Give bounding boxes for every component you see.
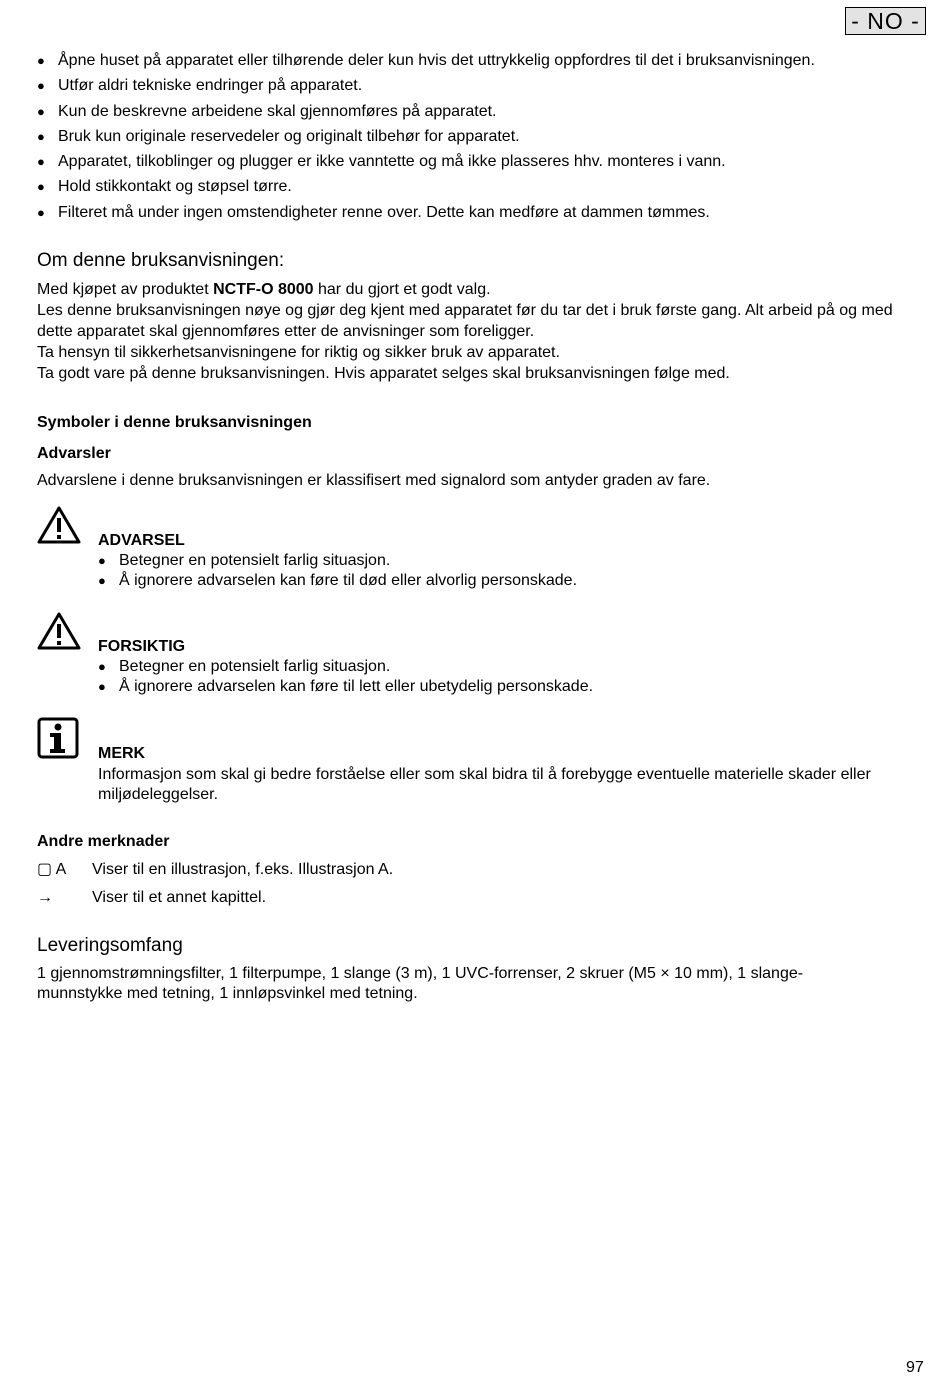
list-item: ● Bruk kun originale reservedeler og originalt tilbehør for apparatet. [37, 127, 520, 145]
illustration-reference-icon: ▢ A [37, 861, 67, 878]
warnings-heading: Advarsler [37, 445, 111, 462]
notice-title: MERK [98, 745, 146, 762]
about-line-3: Ta hensyn til sikkerhetsanvisningene for riktig og sikker bruk av apparatet. [37, 344, 560, 361]
list-item: ● Betegner en potensielt farlig situasjon. [98, 658, 391, 675]
language-badge: - NO - [845, 7, 926, 35]
info-icon [37, 717, 79, 765]
warning-triangle-icon [37, 505, 81, 551]
delivery-heading: Leveringsomfang [37, 935, 183, 956]
list-item: ● Å ignorere advarselen kan føre til lett eller ubetydelig personskade. [98, 678, 594, 695]
page-number: 97 [906, 1359, 924, 1376]
symbols-heading: Symboler i denne bruksanvisningen [37, 414, 312, 431]
about-line-4: Ta godt vare på denne bruksanvisningen. Hvis apparatet selges skal bruksanvisningen følge med. [37, 365, 730, 382]
list-item: ● Filteret må under ingen omstendigheter renne over. Dette kan medføre at dammen tømmes. [37, 203, 710, 221]
list-item: ● Åpne huset på apparatet eller tilhørende deler kun hvis det uttrykkelig oppfordres til det i bruksanvisningen. [37, 52, 815, 69]
notice-title: ADVARSEL [98, 532, 185, 549]
list-item: ● Hold stikkontakt og støpsel tørre. [37, 178, 292, 196]
notice-title: FORSIKTIG [98, 638, 186, 655]
list-item: ● Å ignorere advarselen kan føre til død eller alvorlig personskade. [98, 572, 578, 589]
about-line-2: Les denne bruksanvisningen nøye og gjør deg kjent med apparatet før du tar det i bruk første gang. Alt arbeid på og med dette apparatet skal gjennomføres etter de anvisninger som foreligger. [37, 302, 893, 340]
about-paragraph [37, 279, 917, 384]
about-heading: Om denne bruksanvisningen: [37, 250, 285, 271]
arrow-right-icon: → [37, 889, 53, 906]
list-item: ● Apparatet, tilkoblinger og plugger er ikke vanntette og må ikke plasseres hhv. monteres i vann. [37, 153, 726, 171]
notice-text: Informasjon som skal gi bedre forståelse eller som skal bidra til å forebygge eventuelle materielle skader eller miljødeleggelser. [98, 766, 871, 803]
product-name: NCTF-O 8000 [213, 281, 314, 298]
about-line-1: Med kjøpet av produktet NCTF-O 8000 har du gjort et godt valg. [37, 281, 491, 298]
list-item: ● Kun de beskrevne arbeidene skal gjennomføres på apparatet. [37, 102, 497, 120]
warning-triangle-icon [37, 611, 81, 657]
warnings-intro: Advarslene i denne bruksanvisningen er klassifisert med signalord som antyder graden av fare. [37, 472, 711, 489]
list-item: ● Utfør aldri tekniske endringer på apparatet. [37, 77, 363, 95]
safety-bullet-list [37, 50, 815, 227]
delivery-text: 1 gjennomstrømningsfilter, 1 filterpumpe, 1 slange (3 m), 1 UVC-forrenser, 2 skruer (M5 × 10 mm), 1 slange-munnstykke med tetning, 1 innløpsvinkel med tetning. [37, 965, 804, 1002]
other-notes-heading: Andre merknader [37, 833, 170, 850]
list-item: ● Betegner en potensielt farlig situasjon. [98, 552, 391, 569]
